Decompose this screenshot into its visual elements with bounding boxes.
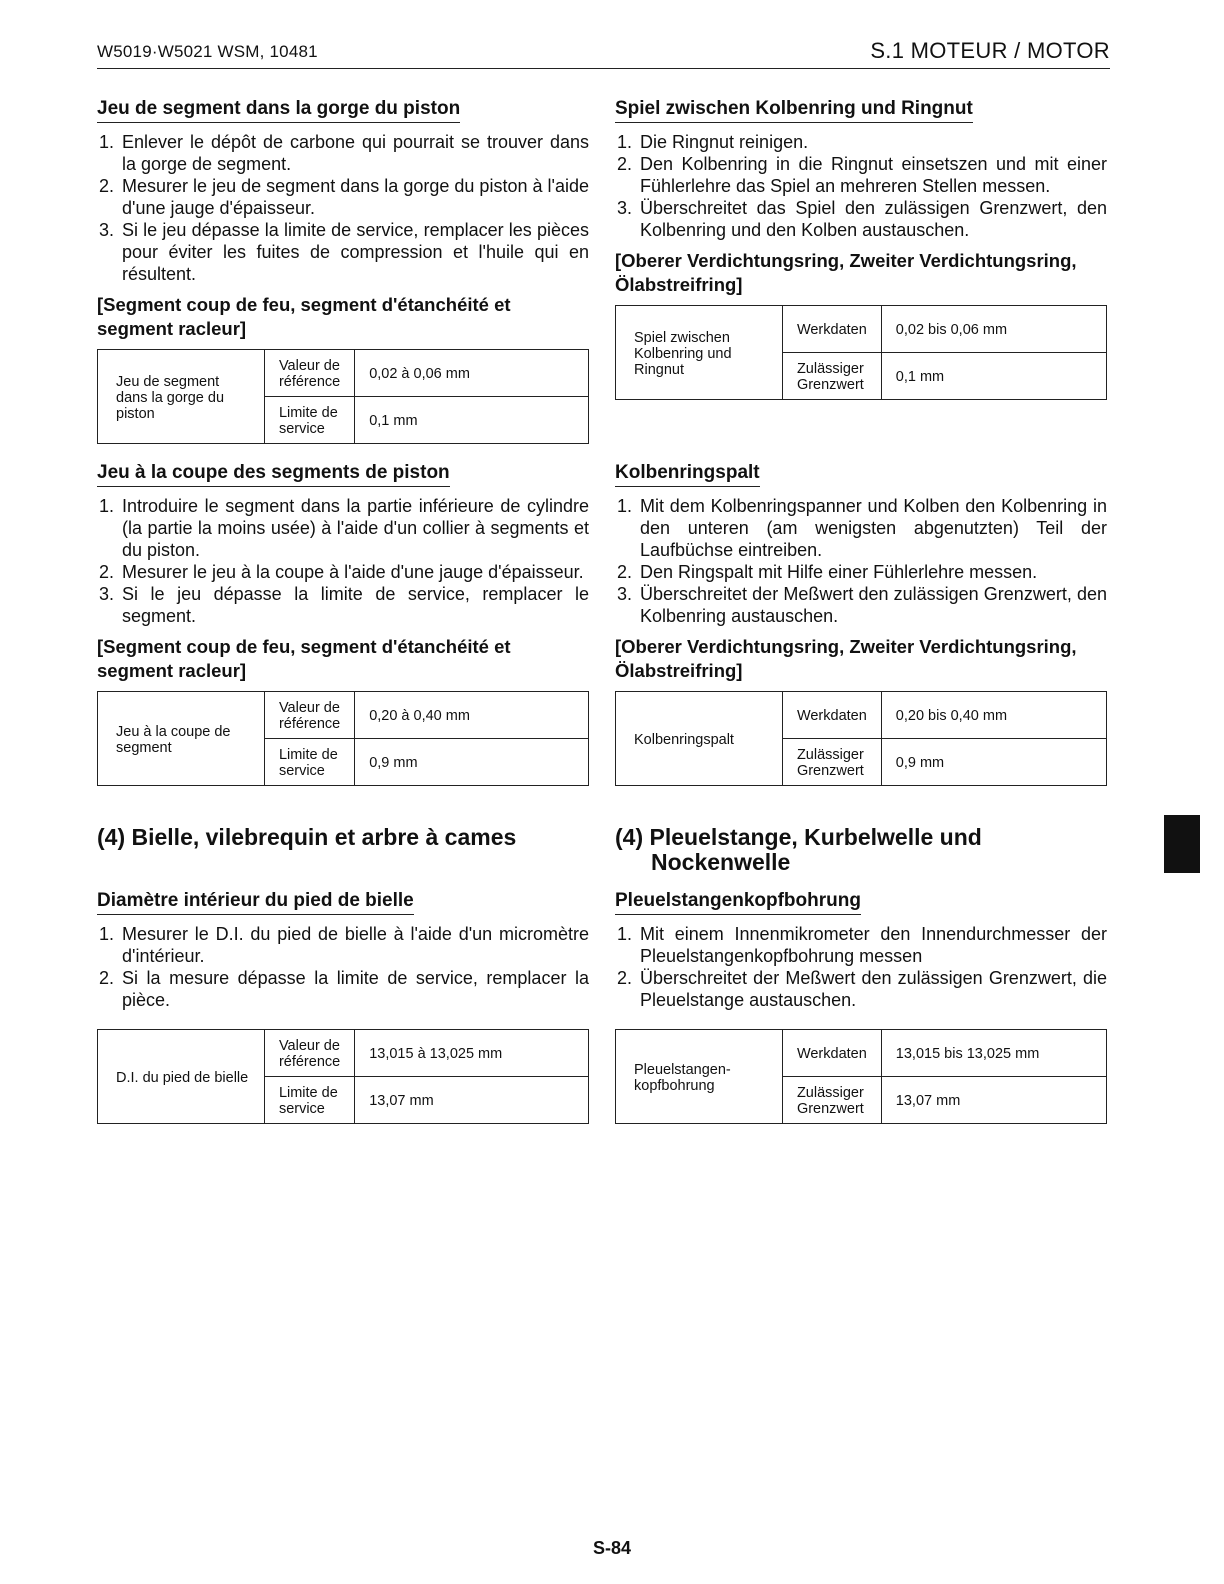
spec-reference-name: Werkdaten bbox=[782, 1030, 881, 1077]
section-title: Spiel zwischen Kolbenring und Ringnut bbox=[615, 98, 973, 123]
spec-table bbox=[615, 305, 1107, 400]
de-section-small-end bbox=[615, 890, 1107, 1124]
spec-limit-name: Limite de service bbox=[264, 1077, 354, 1124]
step-item: 2. Mesurer le jeu à la coupe à l'aide d'une jauge d'épaisseur. bbox=[99, 562, 584, 582]
step-item: 1. Die Ringnut reinigen. bbox=[617, 132, 809, 152]
spec-limit-value: 0,9 mm bbox=[355, 739, 589, 786]
step-list bbox=[97, 131, 589, 285]
spec-table bbox=[97, 1029, 589, 1124]
step-list bbox=[615, 923, 1107, 1011]
fr-section-ring-groove bbox=[97, 98, 589, 444]
step-item: 2. Überschreitet der Meßwert den zulässigen Grenzwert, die Pleuelstange austauschen. bbox=[617, 968, 1107, 1010]
step-list bbox=[615, 495, 1107, 627]
page-number: S-84 bbox=[592, 1538, 632, 1558]
fr-chapter-title: (4) Bielle, vilebrequin et arbre à cames bbox=[97, 824, 517, 850]
spec-limit-value: 0,1 mm bbox=[355, 397, 589, 444]
spec-limit-value: 0,1 mm bbox=[881, 353, 1106, 400]
spec-reference-value: 0,20 bis 0,40 mm bbox=[881, 692, 1106, 739]
spec-limit-name: Zulässiger Grenzwert bbox=[782, 353, 881, 400]
step-item: 2. Si la mesure dépasse la limite de service, remplacer la pièce. bbox=[99, 968, 589, 1010]
step-item: 1. Mit dem Kolbenringspanner und Kolben den Kolbenring in den unteren (am wenigsten abgenutzten) Teil der Laufbüchse eintreiben. bbox=[617, 496, 1107, 560]
step-item: 1. Introduire le segment dans la partie inférieure de cylindre (la partie la moins usée) à l'aide d'un collier à segments et du piston. bbox=[99, 496, 589, 560]
spec-label: Jeu de segment dans la gorge du piston bbox=[98, 350, 265, 444]
header-section-title: S.1 MOTEUR / MOTOR bbox=[870, 38, 1110, 63]
spec-label: Spiel zwischen Kolbenring und Ringnut bbox=[616, 306, 783, 400]
section-title: Jeu de segment dans la gorge du piston bbox=[97, 98, 460, 123]
section-title: Jeu à la coupe des segments de piston bbox=[97, 462, 450, 487]
spec-reference-name: Werkdaten bbox=[782, 692, 881, 739]
spec-table bbox=[615, 1029, 1107, 1124]
spec-reference-value: 13,015 bis 13,025 mm bbox=[881, 1030, 1106, 1077]
spec-reference-value: 13,015 à 13,025 mm bbox=[355, 1030, 589, 1077]
step-item: 2. Mesurer le jeu de segment dans la gorge du piston à l'aide d'une jauge d'épaisseur. bbox=[99, 176, 589, 218]
step-item: 2. Den Kolbenring in die Ringnut einsetszen und mit einer Fühlerlehre das Spiel an mehreren Stellen messen. bbox=[617, 154, 1107, 196]
header-document-code: W5019·W5021 WSM, 10481 bbox=[97, 42, 318, 61]
spec-heading: [Segment coup de feu, segment d'étanchéité et segment racleur] bbox=[97, 636, 511, 681]
step-list bbox=[615, 131, 1107, 241]
spec-label: Jeu à la coupe de segment bbox=[98, 692, 265, 786]
step-item: 3. Überschreitet das Spiel den zulässigen Grenzwert, den Kolbenring und den Kolben austauschen. bbox=[617, 198, 1107, 240]
step-item: 3. Überschreitet der Meßwert den zulässigen Grenzwert, den Kolbenring austauschen. bbox=[617, 584, 1107, 626]
spec-reference-value: 0,02 à 0,06 mm bbox=[355, 350, 589, 397]
header-rule bbox=[97, 68, 1110, 69]
spec-heading: [Oberer Verdichtungsring, Zweiter Verdichtungsring, Ölabstreifring] bbox=[615, 250, 1077, 295]
de-section-ring-groove bbox=[615, 98, 1107, 400]
de-section-ring-gap bbox=[615, 462, 1107, 786]
step-item: 3. Si le jeu dépasse la limite de service, remplacer le segment. bbox=[99, 584, 589, 626]
spec-reference-name: Valeur de référence bbox=[264, 1030, 354, 1077]
spec-limit-name: Limite de service bbox=[264, 739, 354, 786]
spec-limit-value: 0,9 mm bbox=[881, 739, 1106, 786]
spec-limit-value: 13,07 mm bbox=[355, 1077, 589, 1124]
spec-limit-value: 13,07 mm bbox=[881, 1077, 1106, 1124]
spec-table bbox=[615, 691, 1107, 786]
section-title: Pleuelstangenkopfbohrung bbox=[615, 890, 861, 915]
step-item: 1. Mit einem Innenmikrometer den Innendurchmesser der Pleuelstangenkopfbohrung messen bbox=[617, 924, 1107, 966]
spec-reference-name: Valeur de référence bbox=[264, 350, 354, 397]
spec-label: D.I. du pied de bielle bbox=[98, 1030, 265, 1124]
spec-limit-name: Zulässiger Grenzwert bbox=[782, 739, 881, 786]
spec-reference-value: 0,02 bis 0,06 mm bbox=[881, 306, 1106, 353]
spec-limit-name: Limite de service bbox=[264, 397, 354, 444]
fr-section-small-end bbox=[97, 890, 589, 1124]
step-list bbox=[97, 923, 589, 1011]
section-title: Kolbenringspalt bbox=[615, 462, 760, 487]
spec-reference-name: Valeur de référence bbox=[264, 692, 354, 739]
step-item: 1. Mesurer le D.I. du pied de bielle à l'aide d'un micromètre d'intérieur. bbox=[99, 924, 589, 966]
spec-reference-name: Werkdaten bbox=[782, 306, 881, 353]
step-item: 2. Den Ringspalt mit Hilfe einer Fühlerlehre messen. bbox=[617, 562, 1038, 582]
spec-table bbox=[97, 691, 589, 786]
spec-label: Kolbenringspalt bbox=[616, 692, 783, 786]
step-list bbox=[97, 495, 589, 627]
spec-table bbox=[97, 349, 589, 444]
fr-section-ring-gap bbox=[97, 462, 589, 786]
spec-limit-name: Zulässiger Grenzwert bbox=[782, 1077, 881, 1124]
step-item: 3. Si le jeu dépasse la limite de service, remplacer les pièces pour éviter les fuites de compression et l'huile qui en résultent. bbox=[99, 220, 589, 284]
spec-label: Pleuelstangen-kopfbohrung bbox=[616, 1030, 783, 1124]
spec-heading: [Oberer Verdichtungsring, Zweiter Verdichtungsring, Ölabstreifring] bbox=[615, 636, 1077, 681]
section-title: Diamètre intérieur du pied de bielle bbox=[97, 890, 414, 915]
spec-heading: [Segment coup de feu, segment d'étanchéité et segment racleur] bbox=[97, 294, 511, 339]
section-tab-marker bbox=[1164, 815, 1200, 873]
spec-reference-value: 0,20 à 0,40 mm bbox=[355, 692, 589, 739]
de-chapter-title: (4) Pleuelstange, Kurbelwelle und Nockenwelle bbox=[615, 824, 982, 875]
step-item: 1. Enlever le dépôt de carbone qui pourrait se trouver dans la gorge de segment. bbox=[99, 132, 589, 174]
